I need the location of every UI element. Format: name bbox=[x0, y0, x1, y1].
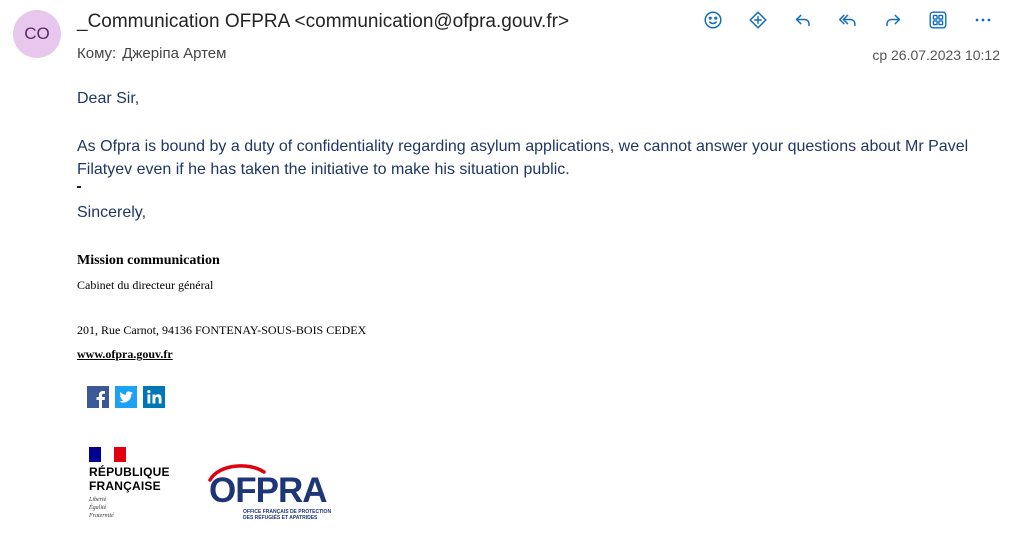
linkedin-icon bbox=[143, 386, 165, 408]
ofpra-logo bbox=[207, 462, 347, 524]
signature-mission: Mission communication bbox=[77, 253, 220, 268]
message-paragraph: As Ofpra is bound by a duty of confidentiality regarding asylum applications, we cannot answer your questions about Mr Pavel Filatyev even if he has taken the initiative to make his situation public. bbox=[77, 138, 969, 178]
french-flag-icon bbox=[89, 447, 126, 462]
immersive-reader-button[interactable] bbox=[735, 8, 780, 32]
signoff: Sincerely, bbox=[77, 204, 147, 221]
rf-motto bbox=[89, 496, 170, 520]
to-label: Кому: bbox=[77, 45, 117, 62]
recipient-name[interactable]: Джеріпа Артем bbox=[122, 45, 227, 62]
republique-francaise-logo bbox=[89, 447, 170, 520]
ofpra-wordmark: OFPRA bbox=[209, 471, 327, 510]
linkedin-link[interactable] bbox=[143, 386, 165, 408]
social-links bbox=[87, 386, 165, 408]
reply-icon bbox=[792, 9, 814, 31]
rf-motto-fraternite: Fraternité bbox=[89, 513, 114, 519]
immersive-reader-icon bbox=[747, 9, 769, 31]
apps-button[interactable] bbox=[915, 8, 960, 32]
message-toolbar bbox=[690, 8, 1005, 32]
reply-button[interactable] bbox=[780, 8, 825, 32]
website-link[interactable]: www.ofpra.gouv.fr bbox=[77, 347, 173, 361]
message-date: ср 26.07.2023 10:12 bbox=[872, 47, 1000, 63]
rf-motto-liberte: Liberté bbox=[89, 497, 107, 503]
forward-button[interactable] bbox=[870, 8, 915, 32]
recipient-row bbox=[77, 45, 226, 62]
sender-name[interactable]: _Communication OFPRA <communication@ofpra.gouv.fr> bbox=[77, 11, 570, 32]
signature-cabinet: Cabinet du directeur général bbox=[77, 278, 214, 292]
twitter-icon bbox=[115, 386, 137, 408]
more-actions-button[interactable] bbox=[960, 8, 1005, 32]
ofpra-subtitle bbox=[243, 509, 331, 521]
emoji-icon bbox=[702, 9, 724, 31]
separator-dash bbox=[77, 186, 81, 188]
rf-line1: RÉPUBLIQUE bbox=[89, 465, 170, 479]
avatar[interactable]: CO bbox=[13, 10, 61, 58]
rf-title bbox=[89, 465, 170, 493]
apps-icon bbox=[927, 9, 949, 31]
forward-icon bbox=[882, 9, 904, 31]
ofpra-subtitle-line2: DES RÉFUGIÉS ET APATRIDES bbox=[243, 515, 318, 521]
signature-address: 201, Rue Carnot, 94136 FONTENAY-SOUS-BOIS CEDEX bbox=[77, 323, 367, 337]
facebook-icon bbox=[87, 386, 109, 408]
facebook-link[interactable] bbox=[87, 386, 109, 408]
greeting: Dear Sir, bbox=[77, 90, 140, 107]
rf-motto-egalite: Égalité bbox=[89, 505, 107, 511]
more-icon bbox=[972, 9, 994, 31]
reply-all-button[interactable] bbox=[825, 8, 870, 32]
twitter-link[interactable] bbox=[115, 386, 137, 408]
ofpra-subtitle-line1: OFFICE FRANÇAIS DE PROTECTION bbox=[243, 509, 332, 515]
emoji-button[interactable] bbox=[690, 8, 735, 32]
reply-all-icon bbox=[837, 9, 859, 31]
rf-line2: FRANÇAISE bbox=[89, 479, 161, 493]
